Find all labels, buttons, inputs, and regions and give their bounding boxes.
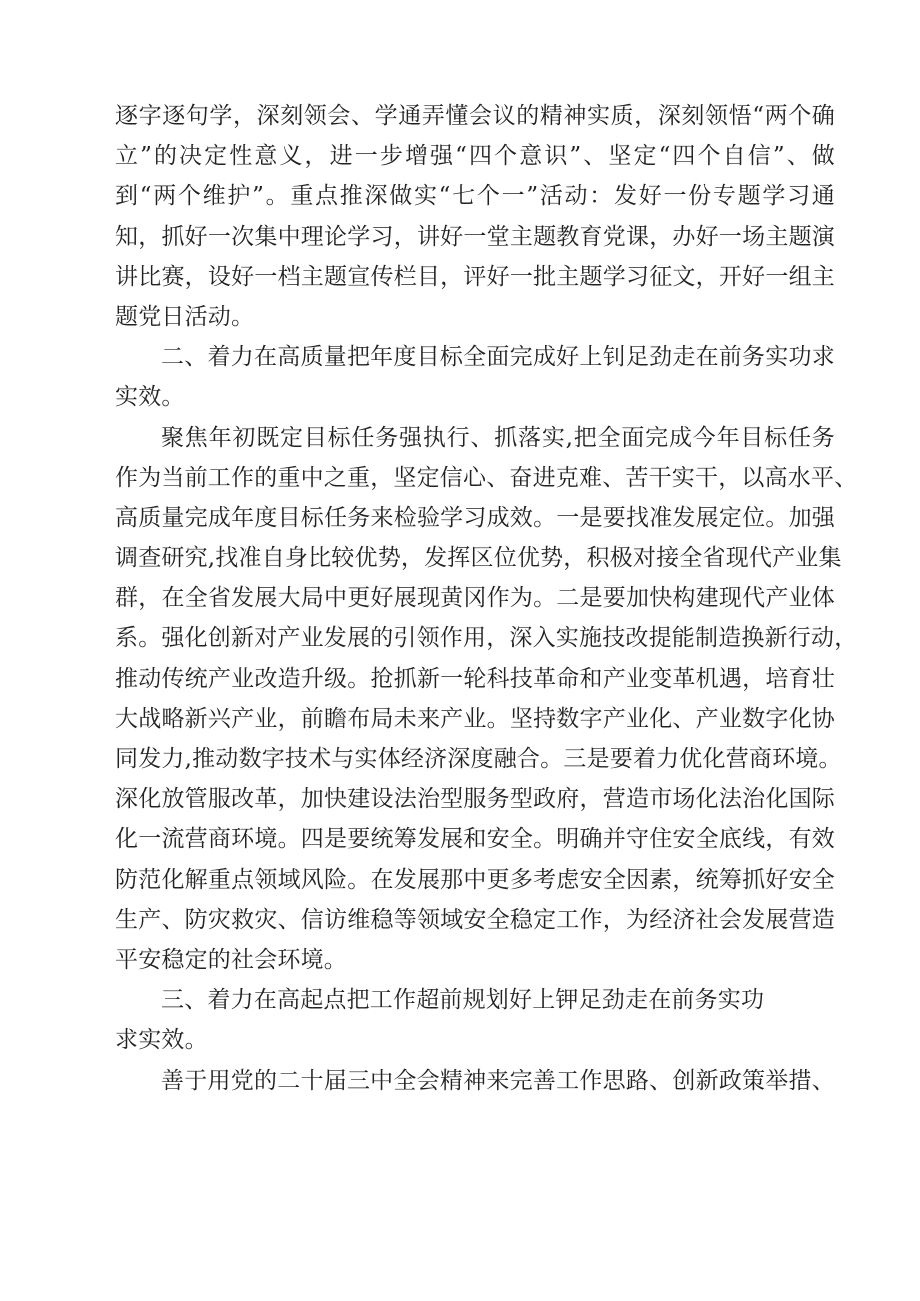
paragraph-1 xyxy=(115,96,835,337)
text-line: 作为当前工作的重中之重，坚定信心、奋进克难、苦干实干，以高水平、 xyxy=(115,464,858,491)
paragraph-2 xyxy=(115,418,858,981)
text-line: 群，在全省发展大局中更好展现黄冈作为。二是要加快构建现代产业体 xyxy=(115,585,835,612)
heading-line: 二、着力在高质量把年度目标全面完成好上钊足劲走在前务实功求 xyxy=(161,344,835,371)
text-line: 深化放管服改革，加快建设法治型服务型政府，营造市场化法治化国际 xyxy=(115,786,835,813)
text-line: 调查研究,找准自身比较优势，发挥区位优势，积极对接全省现代产业集 xyxy=(115,545,842,572)
heading-line: 实效。 xyxy=(115,384,185,411)
text-line: 系。强化创新对产业发展的引领作用，深入实施技改提能制造换新行动， xyxy=(115,625,858,652)
heading-line: 求实效。 xyxy=(115,1027,208,1054)
text-line: 平安稳定的社会环境。 xyxy=(115,946,347,973)
document-body xyxy=(115,96,858,1101)
text-line: 生产、防灾救灾、信访维稳等领域安全稳定工作，为经济社会发展营造 xyxy=(115,906,835,933)
text-line: 题党日活动。 xyxy=(115,303,255,330)
text-line: 高质量完成年度目标任务来检验学习成效。一是要找准发展定位。加强 xyxy=(115,504,835,531)
paragraph-3 xyxy=(115,1061,835,1101)
text-line: 推动传统产业改造升级。抢抓新一轮科技革命和产业变革机遇，培育壮 xyxy=(115,665,835,692)
text-line: 讲比赛，设好一档主题宣传栏目，评好一批主题学习征文，开好一组主 xyxy=(115,263,835,290)
section-heading-2 xyxy=(115,337,835,417)
text-line: 化一流营商环境。四是要统筹发展和安全。明确并守住安全底线，有效 xyxy=(115,826,835,853)
text-line: 立”的决定性意义，进一步增强“四个意识”、坚定“四个自信”、做 xyxy=(115,143,835,170)
text-line: 大战略新兴产业，前瞻布局未来产业。坚持数字产业化、产业数字化协 xyxy=(115,705,835,732)
heading-line: 三、着力在高起点把工作超前规划好上钾足劲走在前务实功 xyxy=(161,987,765,1014)
text-line: 聚焦年初既定目标任务强执行、抓落实,把全面完成今年目标任务 xyxy=(161,424,835,451)
text-line: 防范化解重点领域风险。在发展那中更多考虑安全因素，统筹抓好安全 xyxy=(115,866,835,893)
text-line: 逐字逐句学，深刻领会、学通弄懂会议的精神实质，深刻领悟“两个确 xyxy=(115,103,835,129)
text-line: 同发力,推动数字技术与实体经济深度融合。三是要着力优化营商环境。 xyxy=(115,746,842,772)
text-line: 知，抓好一次集中理论学习，讲好一堂主题教育党课，办好一场主题演 xyxy=(115,223,835,250)
section-heading-3 xyxy=(115,980,835,1060)
text-line: 善于用党的二十届三中全会精神来完善工作思路、创新政策举措、 xyxy=(161,1067,835,1094)
text-line: 到“两个维护”。重点推深做实“七个一”活动：发好一份专题学习通 xyxy=(115,183,835,210)
